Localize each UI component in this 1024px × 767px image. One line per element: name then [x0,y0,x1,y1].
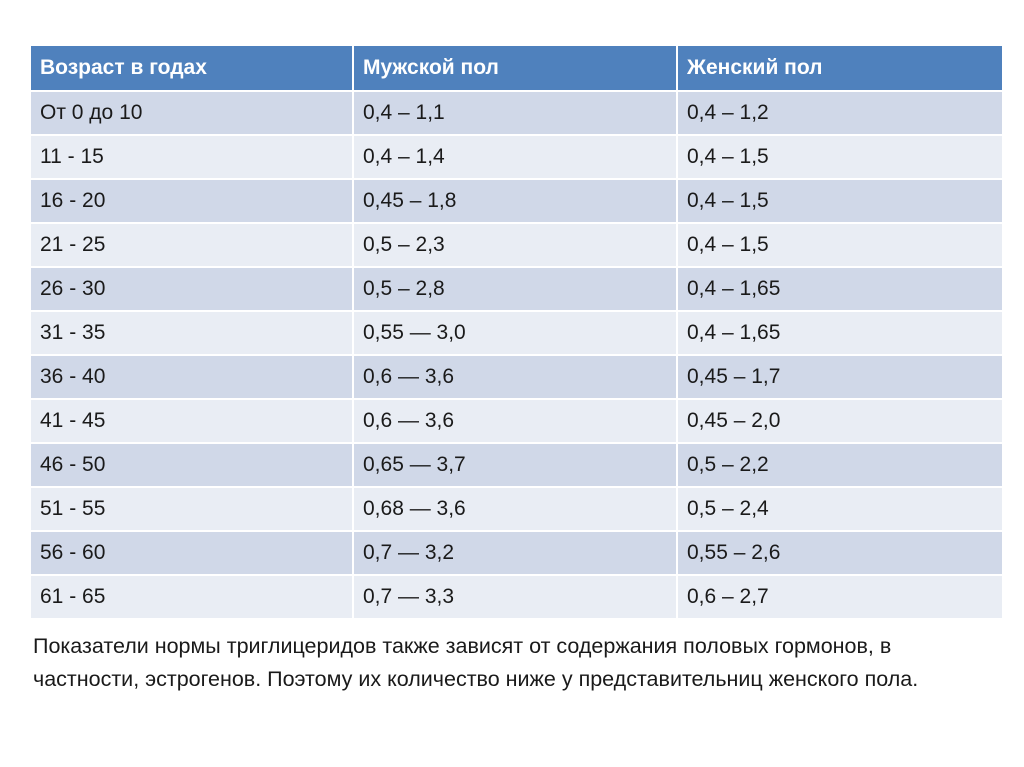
header-female: Женский пол [677,46,1002,91]
table-row [31,91,1002,135]
age-cell: 31 - 35 [31,311,353,355]
male-range-cell: 0,5 – 2,8 [353,267,677,311]
triglyceride-norms-table [31,46,1002,620]
female-range-cell: 0,5 – 2,2 [677,443,1002,487]
age-cell: 41 - 45 [31,399,353,443]
table-header-row [31,46,1002,91]
male-range-cell: 0,6 — 3,6 [353,355,677,399]
female-range-cell: 0,4 – 1,5 [677,135,1002,179]
male-range-cell: 0,65 — 3,7 [353,443,677,487]
table-row [31,355,1002,399]
age-cell: От 0 до 10 [31,91,353,135]
age-cell: 46 - 50 [31,443,353,487]
table-row [31,135,1002,179]
male-range-cell: 0,55 — 3,0 [353,311,677,355]
male-range-cell: 0,7 — 3,2 [353,531,677,575]
age-cell: 16 - 20 [31,179,353,223]
table-row [31,399,1002,443]
female-range-cell: 0,5 – 2,4 [677,487,1002,531]
female-range-cell: 0,45 – 1,7 [677,355,1002,399]
female-range-cell: 0,4 – 1,5 [677,223,1002,267]
table-body [31,91,1002,619]
age-cell: 56 - 60 [31,531,353,575]
female-range-cell: 0,6 – 2,7 [677,575,1002,619]
age-cell: 61 - 65 [31,575,353,619]
header-male: Мужской пол [353,46,677,91]
table-row [31,531,1002,575]
table-row [31,267,1002,311]
age-cell: 21 - 25 [31,223,353,267]
female-range-cell: 0,4 – 1,65 [677,311,1002,355]
male-range-cell: 0,45 – 1,8 [353,179,677,223]
age-cell: 51 - 55 [31,487,353,531]
header-age: Возраст в годах [31,46,353,91]
table-row [31,311,1002,355]
table-row [31,443,1002,487]
female-range-cell: 0,4 – 1,65 [677,267,1002,311]
male-range-cell: 0,7 — 3,3 [353,575,677,619]
male-range-cell: 0,6 — 3,6 [353,399,677,443]
table-row [31,575,1002,619]
age-cell: 36 - 40 [31,355,353,399]
female-range-cell: 0,4 – 1,2 [677,91,1002,135]
table-row [31,179,1002,223]
male-range-cell: 0,68 — 3,6 [353,487,677,531]
table-row [31,487,1002,531]
age-cell: 26 - 30 [31,267,353,311]
female-range-cell: 0,55 – 2,6 [677,531,1002,575]
table-row [31,223,1002,267]
male-range-cell: 0,4 – 1,1 [353,91,677,135]
explanatory-note: Показатели нормы триглицеридов также зависят от содержания половых гормонов, в частности, эстрогенов. Поэтому их количество ниже у представительниц женского пола. [33,634,919,691]
female-range-cell: 0,4 – 1,5 [677,179,1002,223]
female-range-cell: 0,45 – 2,0 [677,399,1002,443]
male-range-cell: 0,4 – 1,4 [353,135,677,179]
age-cell: 11 - 15 [31,135,353,179]
male-range-cell: 0,5 – 2,3 [353,223,677,267]
